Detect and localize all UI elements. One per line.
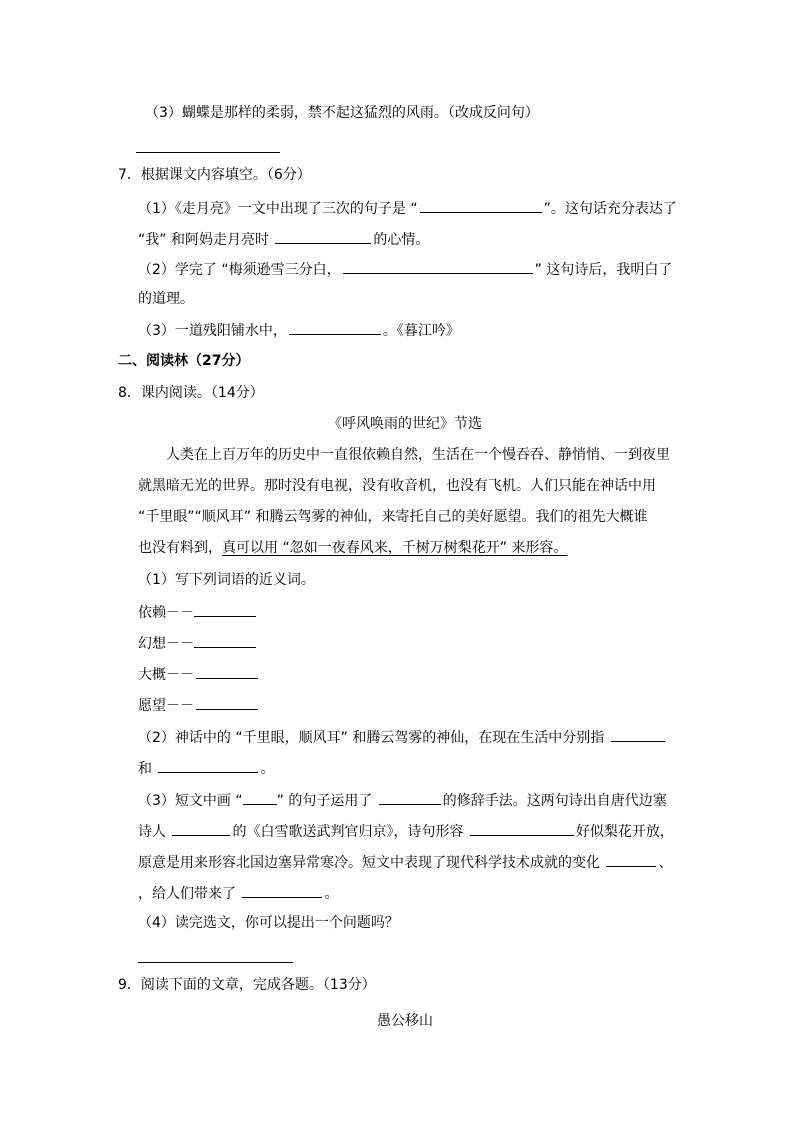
q8-sub2-text: （2）神话中的 “千里眼，顺风耳” 和腾云驾雾的神仙，在现在生活中分别指	[138, 730, 605, 746]
q7-item1-line1	[138, 198, 677, 216]
q8-sub1-word-2	[138, 633, 258, 651]
q8-passage-line3: “千里眼”“顺风耳” 和腾云驾雾的神仙，来寄托自己的美好愿望。我们的祖先大概谁	[138, 509, 648, 525]
q8-sub1-word-1	[138, 602, 258, 620]
answer-blank-q7-1b[interactable]	[275, 229, 371, 244]
q8-sub3-text-g: 、	[658, 855, 673, 871]
q8-passage-line1: 人类在上百万年的历史中一直很依赖自然，生活在一个慢吞吞、静悄悄、一到夜里	[166, 447, 670, 463]
answer-blank-q7-1a[interactable]	[420, 198, 542, 213]
q8-sub3-text-poet: 诗人	[138, 824, 166, 840]
q8-sub3-line1	[138, 790, 667, 808]
answer-blank-synonym-3[interactable]	[196, 664, 258, 679]
q9-title: 9．阅读下面的文章，完成各题。（13分）	[118, 977, 376, 993]
answer-line-q8-4[interactable]	[138, 962, 293, 963]
q8-sub3-text-i: 。	[324, 886, 339, 902]
answer-blank-q8-3a[interactable]	[243, 790, 277, 805]
synonym-word-label: 幻想－－	[138, 636, 194, 652]
q8-sub2-line1	[138, 727, 667, 745]
q7-item2-text-a: （2）学完了 “梅须逊雪三分白，	[138, 262, 341, 278]
q8-underlined-sentence: 真可以用 “忽如一夜春风来，千树万树梨花开” 来形容。	[222, 540, 568, 556]
q7-item3-text-a: （3）一道残阳铺水中，	[138, 323, 287, 339]
q7-item2-line2: 的道理。	[138, 291, 194, 307]
section-heading-reading: 二、阅读林（27分）	[118, 353, 250, 369]
synonym-word-label: 愿望－－	[138, 698, 194, 714]
q7-item1-text-b: ”。这句话充分表达了	[543, 201, 677, 217]
answer-blank-synonym-2[interactable]	[194, 633, 256, 648]
q8-sub3-text-h: ，给人们带来了	[138, 886, 236, 902]
q8-passage-line2: 就黑暗无光的世界。那时没有电视，没有收音机，也没有飞机。人们只能在神话中用	[138, 478, 656, 494]
answer-blank-synonym-4[interactable]	[196, 695, 258, 710]
answer-blank-q8-3d[interactable]	[470, 821, 574, 836]
q8-sub3-line4	[138, 883, 338, 901]
answer-blank-synonym-1[interactable]	[194, 602, 256, 617]
answer-blank-q8-3c[interactable]	[172, 821, 230, 836]
answer-blank-q7-3[interactable]	[289, 320, 381, 335]
q8-sub2-line2	[138, 758, 274, 776]
q8-sub3-line2	[138, 821, 674, 839]
q8-sub3-text-d: 的《白雪歌送武判官归京》，诗句形容	[232, 824, 464, 840]
q8-sub3-text-e: 好似梨花开放，	[575, 824, 674, 840]
synonym-word-label: 大概－－	[138, 667, 194, 683]
q8-passage-title: 《呼风唤雨的世纪》节选	[328, 416, 482, 432]
q8-sub3-line3	[138, 852, 672, 870]
q6-item3: （3）蝴蝶是那样的柔弱，禁不起这猛烈的风雨。（改成反问句）	[145, 105, 539, 121]
answer-blank-q7-2[interactable]	[343, 259, 533, 274]
answer-blank-q8-3f[interactable]	[242, 883, 322, 898]
q8-sub3-text-b: ” 的句子运用了	[276, 793, 373, 809]
q8-passage-line4-plain: 也没有料到，	[138, 540, 222, 556]
q8-sub2-text-and: 和	[138, 761, 152, 777]
q8-title: 8．课内阅读。（14分）	[118, 385, 264, 401]
q7-item3	[138, 320, 460, 338]
q9-passage-title: 愚公移山	[377, 1013, 433, 1029]
synonym-word-label: 依赖－－	[138, 605, 194, 621]
q7-item1-text-c: “我” 和阿妈走月亮时	[138, 232, 269, 248]
q7-item2-line1	[138, 259, 672, 277]
answer-blank-q8-3b[interactable]	[379, 790, 441, 805]
q7-item1-text-a: （1）《走月亮》一文中出现了三次的句子是 “	[138, 201, 418, 217]
q8-sub3-text-a: （3）短文中画 “	[138, 793, 243, 809]
q7-item3-text-b: 。《暮江吟》	[382, 323, 460, 339]
q8-sub1-prompt: （1）写下列词语的近义词。	[138, 572, 315, 588]
answer-blank-q8-3e[interactable]	[606, 852, 656, 867]
answer-line-q6-3[interactable]	[136, 152, 280, 153]
q7-item1-line2	[138, 229, 429, 247]
q8-sub1-word-4	[138, 695, 260, 713]
q8-sub3-text-c: 的修辞手法。这两句诗出自唐代边塞	[442, 793, 667, 809]
answer-blank-q8-2a[interactable]	[611, 727, 665, 742]
q7-title: 7．根据课文内容填空。（6分）	[118, 167, 311, 183]
q8-passage-line4	[138, 539, 567, 557]
q7-item1-text-d: 的心情。	[373, 232, 430, 248]
q7-item2-text-b: ” 这句诗后，我明白了	[534, 262, 673, 278]
q8-sub1-word-3	[138, 664, 260, 682]
q8-sub3-text-f: 原意是用来形容北国边塞异常寒冷。短文中表现了现代科学技术成就的变化	[138, 855, 600, 871]
q8-sub2-period: 。	[260, 761, 275, 777]
q8-sub4-prompt: （4）读完选文，你可以提出一个问题吗？	[138, 915, 399, 931]
answer-blank-q8-2b[interactable]	[158, 758, 258, 773]
